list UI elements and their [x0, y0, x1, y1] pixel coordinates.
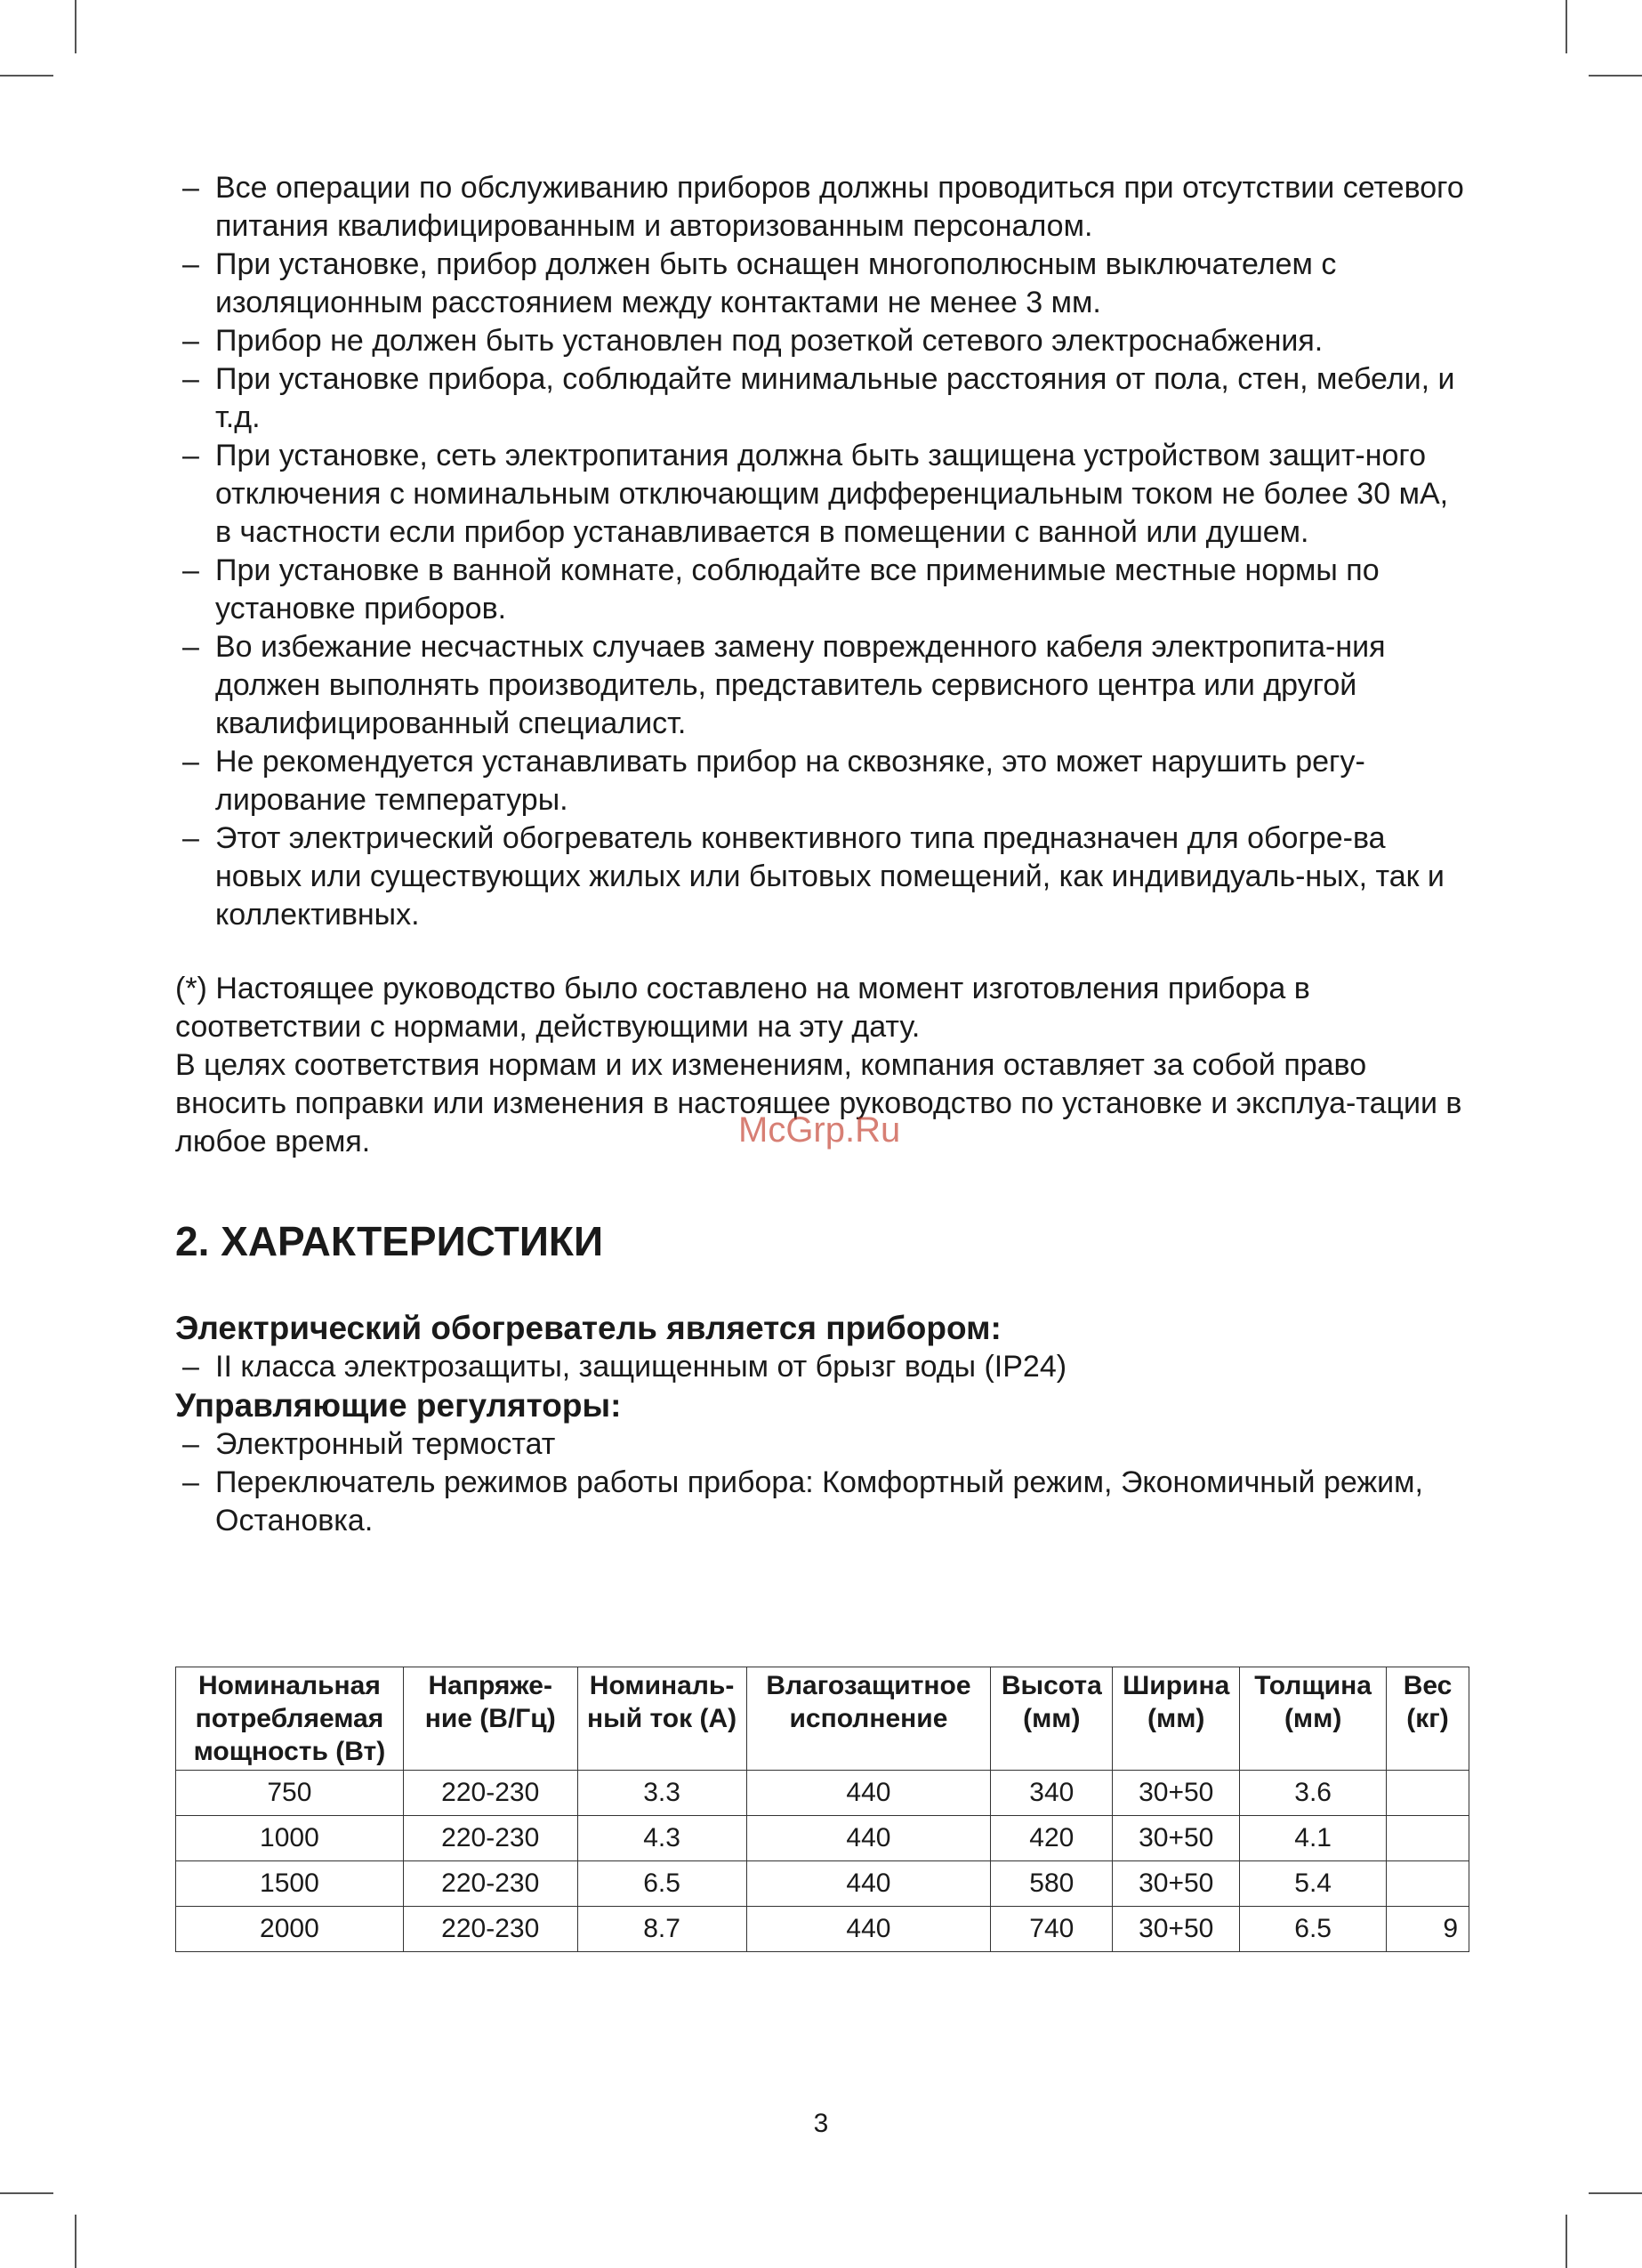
- list-item: – При установке, сеть электропитания должна быть защищена устройством защит-ного отключения с номинальным отключающим дифференциальным током не более 30 мА, в частности если прибор устанавливается в помещении с ванной или душем.: [175, 437, 1465, 552]
- table-cell: 9: [1387, 1907, 1469, 1952]
- table-cell: [1387, 1816, 1469, 1861]
- table-cell: 580: [991, 1861, 1113, 1907]
- table-cell: 340: [991, 1771, 1113, 1816]
- table-cell: 6.5: [1240, 1907, 1387, 1952]
- column-header: Номиналь-ный ток (А): [577, 1667, 746, 1771]
- spec-table: [175, 1667, 1469, 1952]
- list-item: – Переключатель режимов работы прибора: Комфортный режим, Экономичный режим, Остановка.: [175, 1464, 1465, 1540]
- table-cell: 4.3: [577, 1816, 746, 1861]
- list-item: – Прибор не должен быть установлен под розеткой сетевого электроснабжения.: [175, 322, 1465, 360]
- list-item: – При установке, прибор должен быть оснащен многополюсным выключателем с изоляционным расстоянием между контактами не менее 3 мм.: [175, 246, 1465, 322]
- note-paragraph: В целях соответствия нормам и их изменениям, компания оставляет за собой право вносить поправки или изменения в настоящее руководство по установке и эксплуа-тации в любое время.: [175, 1048, 1462, 1158]
- table-cell: 220-230: [403, 1771, 577, 1816]
- table-cell: [1387, 1771, 1469, 1816]
- table-cell: 220-230: [403, 1816, 577, 1861]
- list-item: – Этот электрический обогреватель конвективного типа предназначен для обогре-ва новых или существующих жилых или бытовых помещений, как индивидуаль-ных, так и коллективных.: [175, 819, 1465, 934]
- column-header: Напряже-ние (В/Гц): [403, 1667, 577, 1771]
- table-row: [176, 1771, 1469, 1816]
- table-cell: 5.4: [1240, 1861, 1387, 1907]
- list-item: – Во избежание несчастных случаев замену поврежденного кабеля электропита-ния должен выполнять производитель, представитель сервисного центра или другой квалифицированный специалист.: [175, 628, 1465, 743]
- list-item: – При установке в ванной комнате, соблюдайте все применимые местные нормы по установке приборов.: [175, 552, 1465, 628]
- column-header: Ширина (мм): [1113, 1667, 1240, 1771]
- table-row: [176, 1861, 1469, 1907]
- page-content: [175, 169, 1465, 1540]
- table-cell: 3.3: [577, 1771, 746, 1816]
- table-cell: 750: [176, 1771, 404, 1816]
- table-cell: 30+50: [1113, 1771, 1240, 1816]
- controls-list: [175, 1425, 1465, 1540]
- table-cell: 220-230: [403, 1861, 577, 1907]
- table-cell: 6.5: [577, 1861, 746, 1907]
- table-cell: 440: [746, 1861, 991, 1907]
- table-cell: 1500: [176, 1861, 404, 1907]
- crop-mark: [1589, 75, 1642, 77]
- list-item: – Не рекомендуется устанавливать прибор на сквозняке, это может нарушить регу-лирование температуры.: [175, 743, 1465, 819]
- subsection-title: Управляющие регуляторы:: [175, 1387, 622, 1424]
- column-header: Вес (кг): [1387, 1667, 1469, 1771]
- subsection-title: Электрический обогреватель является прибором:: [175, 1310, 1002, 1346]
- table-cell: 420: [991, 1816, 1113, 1861]
- crop-mark: [75, 0, 76, 53]
- crop-mark: [1589, 2192, 1642, 2194]
- column-header: Влагозащитное исполнение: [746, 1667, 991, 1771]
- table-cell: 740: [991, 1907, 1113, 1952]
- table-cell: 2000: [176, 1907, 404, 1952]
- table-cell: 4.1: [1240, 1816, 1387, 1861]
- table-cell: 440: [746, 1907, 991, 1952]
- crop-mark: [0, 2192, 53, 2194]
- table-cell: 30+50: [1113, 1907, 1240, 1952]
- crop-mark: [0, 75, 53, 77]
- crop-mark: [1566, 0, 1567, 53]
- list-item: – При установке прибора, соблюдайте минимальные расстояния от пола, стен, мебели, и т.д.: [175, 360, 1465, 437]
- table-row: [176, 1907, 1469, 1952]
- table-cell: [1387, 1861, 1469, 1907]
- column-header: Высота (мм): [991, 1667, 1113, 1771]
- table-cell: 440: [746, 1771, 991, 1816]
- section-title: 2. ХАРАКТЕРИСТИКИ: [175, 1218, 604, 1264]
- page-number: 3: [813, 2109, 829, 2138]
- protection-list: [175, 1348, 1465, 1386]
- table-cell: 1000: [176, 1816, 404, 1861]
- table-header-row: [176, 1667, 1469, 1771]
- table-cell: 440: [746, 1816, 991, 1861]
- table-row: [176, 1816, 1469, 1861]
- table-cell: 3.6: [1240, 1771, 1387, 1816]
- note-paragraph: (*) Настоящее руководство было составлено на момент изготовления прибора в соответствии с нормами, действующими на эту дату.: [175, 972, 1310, 1044]
- list-item: – Электронный термостат: [175, 1425, 1465, 1464]
- crop-mark: [75, 2215, 76, 2268]
- crop-mark: [1566, 2215, 1567, 2268]
- table-cell: 8.7: [577, 1907, 746, 1952]
- list-item: – II класса электрозащиты, защищенным от брызг воды (IP24): [175, 1348, 1465, 1386]
- table-cell: 30+50: [1113, 1861, 1240, 1907]
- table-cell: 30+50: [1113, 1816, 1240, 1861]
- table-cell: 220-230: [403, 1907, 577, 1952]
- watermark: McGrp.Ru: [738, 1110, 901, 1150]
- list-item: – Все операции по обслуживанию приборов должны проводиться при отсутствии сетевого питания квалифицированным и авторизованным персоналом.: [175, 169, 1465, 246]
- column-header: Номинальная потребляемая мощность (Вт): [176, 1667, 404, 1771]
- column-header: Толщина (мм): [1240, 1667, 1387, 1771]
- safety-list: [175, 169, 1465, 934]
